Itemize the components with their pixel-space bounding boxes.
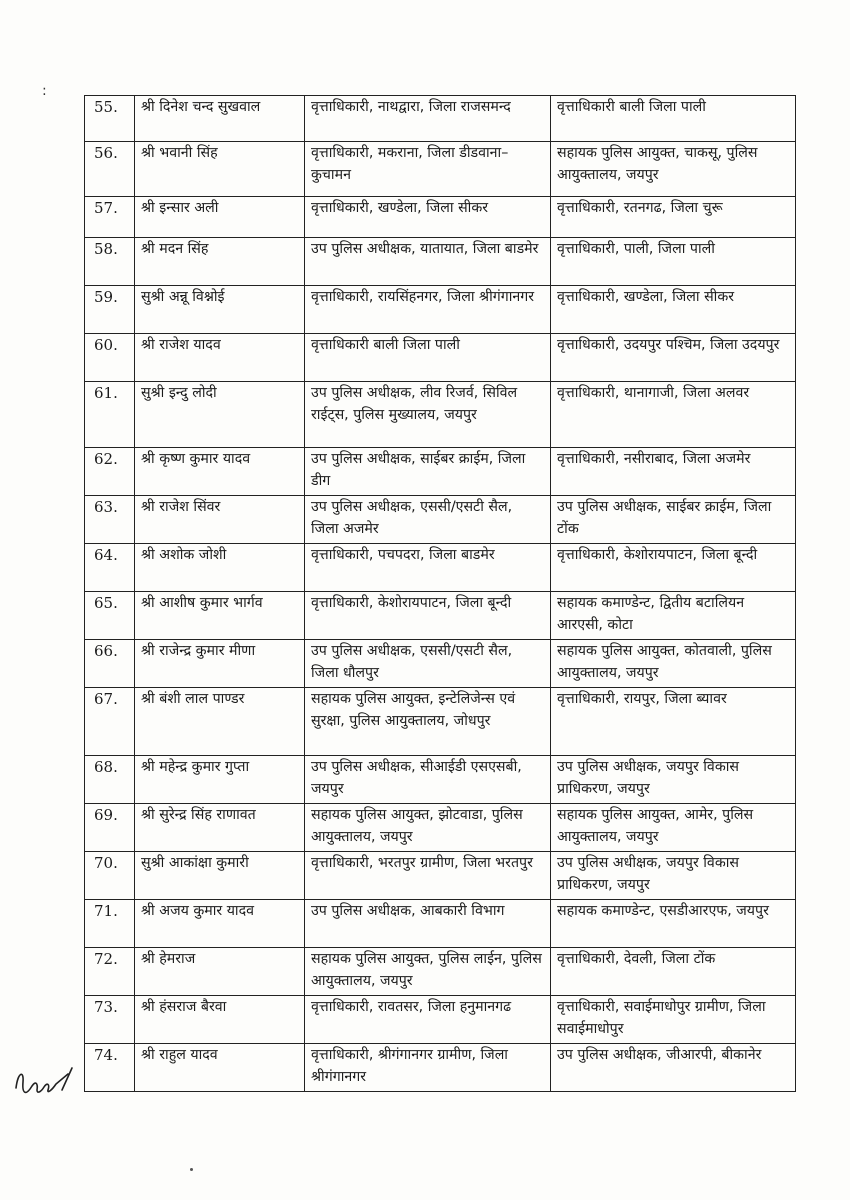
new-posting: वृत्ताधिकारी, नसीराबाद, जिला अजमेर (551, 448, 796, 496)
table-row (85, 640, 796, 688)
officer-name: श्री महेन्द्र कुमार गुप्ता (135, 756, 305, 804)
serial-number: 65. (85, 592, 135, 640)
table-row (85, 756, 796, 804)
serial-number: 61. (85, 382, 135, 448)
serial-number: 56. (85, 142, 135, 197)
margin-mark: : (42, 83, 47, 99)
current-posting: उप पुलिस अधीक्षक, सीआईडी एसएसबी, जयपुर (305, 756, 551, 804)
new-posting: वृत्ताधिकारी, देवली, जिला टोंक (551, 948, 796, 996)
table-row (85, 197, 796, 238)
officer-name: श्री हेमराज (135, 948, 305, 996)
serial-number: 71. (85, 900, 135, 948)
new-posting: उप पुलिस अधीक्षक, जीआरपी, बीकानेर (551, 1044, 796, 1092)
officer-name: सुश्री इन्दु लोदी (135, 382, 305, 448)
serial-number: 58. (85, 238, 135, 286)
current-posting: वृत्ताधिकारी, रायसिंहनगर, जिला श्रीगंगानगर (305, 286, 551, 334)
serial-number: 68. (85, 756, 135, 804)
officer-name: श्री मदन सिंह (135, 238, 305, 286)
officer-name: श्री राजेश यादव (135, 334, 305, 382)
serial-number: 74. (85, 1044, 135, 1092)
officer-name: श्री हंसराज बैरवा (135, 996, 305, 1044)
officer-name: श्री कृष्ण कुमार यादव (135, 448, 305, 496)
current-posting: वृत्ताधिकारी, पचपदरा, जिला बाडमेर (305, 544, 551, 592)
new-posting: वृत्ताधिकारी, रतनगढ, जिला चुरू (551, 197, 796, 238)
current-posting: उप पुलिस अधीक्षक, साईबर क्राईम, जिला डीग (305, 448, 551, 496)
serial-number: 55. (85, 96, 135, 142)
table-row (85, 334, 796, 382)
officer-name: श्री इन्सार अली (135, 197, 305, 238)
serial-number: 72. (85, 948, 135, 996)
table-row (85, 948, 796, 996)
officer-name: सुश्री अन्नू विश्नोई (135, 286, 305, 334)
officer-name: श्री आशीष कुमार भार्गव (135, 592, 305, 640)
new-posting: उप पुलिस अधीक्षक, जयपुर विकास प्राधिकरण, जयपुर (551, 852, 796, 900)
new-posting: वृत्ताधिकारी, केशोरायपाटन, जिला बून्दी (551, 544, 796, 592)
current-posting: सहायक पुलिस आयुक्त, झोटवाडा, पुलिस आयुक्तालय, जयपुर (305, 804, 551, 852)
table-row (85, 96, 796, 142)
new-posting: सहायक पुलिस आयुक्त, कोतवाली, पुलिस आयुक्तालय, जयपुर (551, 640, 796, 688)
new-posting: वृत्ताधिकारी, पाली, जिला पाली (551, 238, 796, 286)
new-posting: वृत्ताधिकारी, उदयपुर पश्चिम, जिला उदयपुर (551, 334, 796, 382)
table-row (85, 238, 796, 286)
table-row (85, 286, 796, 334)
officer-name: श्री बंशी लाल पाण्डर (135, 688, 305, 756)
serial-number: 60. (85, 334, 135, 382)
table-row (85, 496, 796, 544)
table-row (85, 142, 796, 197)
serial-number: 59. (85, 286, 135, 334)
current-posting: वृत्ताधिकारी बाली जिला पाली (305, 334, 551, 382)
serial-number: 67. (85, 688, 135, 756)
officer-name: श्री अजय कुमार यादव (135, 900, 305, 948)
table-row (85, 900, 796, 948)
serial-number: 70. (85, 852, 135, 900)
new-posting: उप पुलिस अधीक्षक, साईबर क्राईम, जिला टोंक (551, 496, 796, 544)
current-posting: वृत्ताधिकारी, मकराना, जिला डीडवाना–कुचामन (305, 142, 551, 197)
current-posting: वृत्ताधिकारी, केशोरायपाटन, जिला बून्दी (305, 592, 551, 640)
serial-number: 69. (85, 804, 135, 852)
new-posting: सहायक पुलिस आयुक्त, चाकसू, पुलिस आयुक्तालय, जयपुर (551, 142, 796, 197)
serial-number: 62. (85, 448, 135, 496)
new-posting: वृत्ताधिकारी बाली जिला पाली (551, 96, 796, 142)
officer-name: श्री दिनेश चन्द सुखवाल (135, 96, 305, 142)
serial-number: 63. (85, 496, 135, 544)
handwritten-initials (10, 1060, 80, 1110)
new-posting: सहायक कमाण्डेन्ट, एसडीआरएफ, जयपुर (551, 900, 796, 948)
table-row (85, 688, 796, 756)
table-row (85, 852, 796, 900)
transfer-table-body (85, 96, 796, 1092)
current-posting: वृत्ताधिकारी, रावतसर, जिला हनुमानगढ (305, 996, 551, 1044)
officer-name: श्री अशोक जोशी (135, 544, 305, 592)
current-posting: उप पुलिस अधीक्षक, एससी/एसटी सैल, जिला धौलपुर (305, 640, 551, 688)
serial-number: 57. (85, 197, 135, 238)
serial-number: 73. (85, 996, 135, 1044)
officer-name: श्री राहुल यादव (135, 1044, 305, 1092)
table-row (85, 592, 796, 640)
officer-name: श्री सुरेन्द्र सिंह राणावत (135, 804, 305, 852)
new-posting: वृत्ताधिकारी, थानागाजी, जिला अलवर (551, 382, 796, 448)
officer-name: श्री राजेन्द्र कुमार मीणा (135, 640, 305, 688)
current-posting: उप पुलिस अधीक्षक, आबकारी विभाग (305, 900, 551, 948)
table-row (85, 448, 796, 496)
new-posting: वृत्ताधिकारी, रायपुर, जिला ब्यावर (551, 688, 796, 756)
table-row (85, 544, 796, 592)
table-row (85, 1044, 796, 1092)
current-posting: वृत्ताधिकारी, श्रीगंगानगर ग्रामीण, जिला श्रीगंगानगर (305, 1044, 551, 1092)
table-row (85, 382, 796, 448)
current-posting: वृत्ताधिकारी, नाथद्वारा, जिला राजसमन्द (305, 96, 551, 142)
officer-name: श्री राजेश सिंवर (135, 496, 305, 544)
stray-dot (190, 1168, 193, 1171)
current-posting: उप पुलिस अधीक्षक, लीव रिजर्व, सिविल राईट्स, पुलिस मुख्यालय, जयपुर (305, 382, 551, 448)
current-posting: उप पुलिस अधीक्षक, यातायात, जिला बाडमेर (305, 238, 551, 286)
new-posting: उप पुलिस अधीक्षक, जयपुर विकास प्राधिकरण, जयपुर (551, 756, 796, 804)
current-posting: सहायक पुलिस आयुक्त, इन्टेलिजेन्स एवं सुरक्षा, पुलिस आयुक्तालय, जोधपुर (305, 688, 551, 756)
officer-name: श्री भवानी सिंह (135, 142, 305, 197)
current-posting: सहायक पुलिस आयुक्त, पुलिस लाईन, पुलिस आयुक्तालय, जयपुर (305, 948, 551, 996)
current-posting: उप पुलिस अधीक्षक, एससी/एसटी सैल, जिला अजमेर (305, 496, 551, 544)
new-posting: वृत्ताधिकारी, खण्डेला, जिला सीकर (551, 286, 796, 334)
table-row (85, 996, 796, 1044)
new-posting: वृत्ताधिकारी, सवाईमाधोपुर ग्रामीण, जिला सवाईमाधोपुर (551, 996, 796, 1044)
serial-number: 64. (85, 544, 135, 592)
current-posting: वृत्ताधिकारी, खण्डेला, जिला सीकर (305, 197, 551, 238)
new-posting: सहायक कमाण्डेन्ट, द्वितीय बटालियन आरएसी, कोटा (551, 592, 796, 640)
table-row (85, 804, 796, 852)
new-posting: सहायक पुलिस आयुक्त, आमेर, पुलिस आयुक्तालय, जयपुर (551, 804, 796, 852)
officer-name: सुश्री आकांक्षा कुमारी (135, 852, 305, 900)
serial-number: 66. (85, 640, 135, 688)
current-posting: वृत्ताधिकारी, भरतपुर ग्रामीण, जिला भरतपुर (305, 852, 551, 900)
transfer-table (84, 95, 796, 1092)
